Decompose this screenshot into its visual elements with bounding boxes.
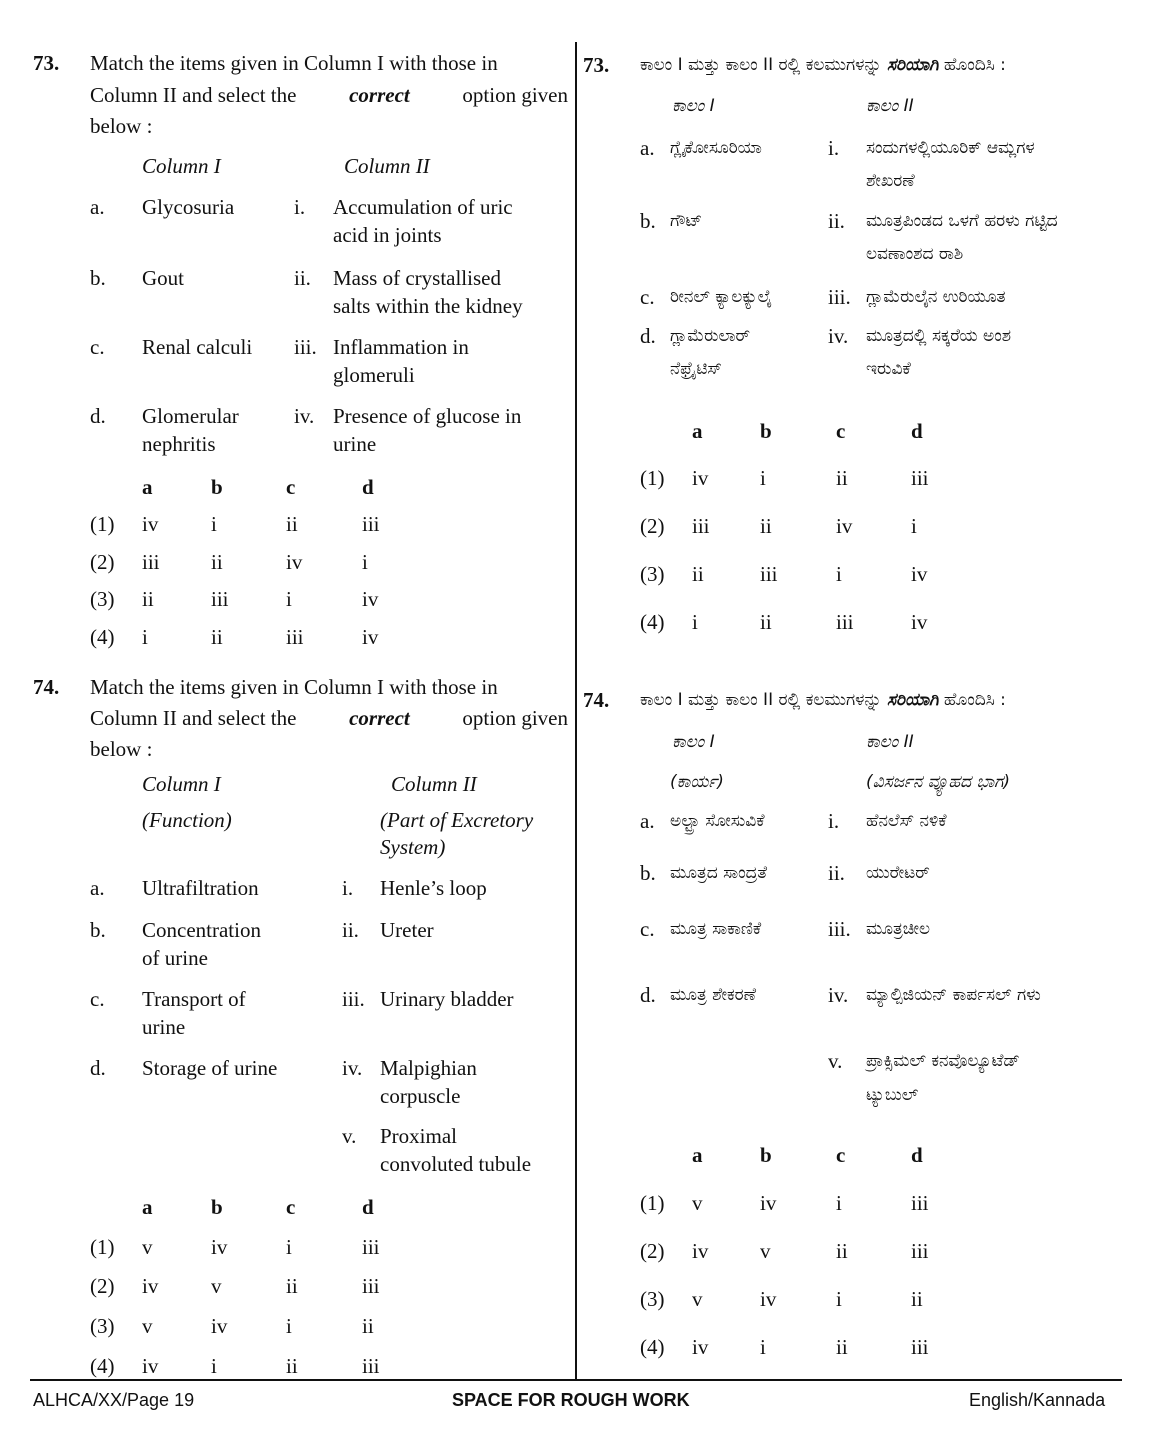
option-column-heading: b [760,1143,772,1167]
column-2-heading: Column II [344,154,430,178]
column-1-item: Glycosuria [142,195,235,219]
stem-text: Column II and select the [90,83,297,107]
option-value: iii [286,625,304,649]
row-roman: ii. [828,861,845,885]
option-value: v [142,1314,153,1338]
option-value: iv [142,1354,159,1378]
column-1-item: ಗೌಟ್ [670,211,703,231]
stem-emphasis: correct [349,706,410,730]
option-number: (3) [90,1314,115,1338]
row-key: a. [90,876,105,900]
question-stem-line: below : [90,737,153,761]
option-number: (2) [90,550,115,574]
row-key: d. [90,404,106,428]
option-value: iii [362,1235,380,1259]
column-2-item: ಪ್ರಾಕ್ಸಿಮಲ್ ಕನವೊಲ್ಯೂಟೆಡ್ [866,1051,1020,1071]
option-value: iv [142,512,159,536]
option-value: iii [911,466,929,490]
option-value: i [911,514,917,538]
question-stem-line: Match the items given in Column I with those in [90,51,498,75]
column-2-item: Henle’s loop [380,876,487,900]
column-1-subheading: (Function) [142,808,232,832]
option-column-heading: a [692,419,703,443]
option-column-heading: a [142,475,153,499]
option-number: (4) [90,625,115,649]
option-number: (1) [90,512,115,536]
option-value: iii [911,1239,929,1263]
column-1-item: Concentration [142,918,261,942]
row-roman: iii. [342,987,365,1011]
option-value: iii [911,1335,929,1359]
column-2-item: Presence of glucose in [333,404,522,428]
option-value: i [836,1191,842,1215]
option-value: v [760,1239,771,1263]
option-value: ii [211,550,223,574]
row-key: c. [640,917,655,941]
option-value: iii [692,514,710,538]
option-value: i [286,587,292,611]
option-value: i [692,610,698,634]
option-value: ii [836,466,848,490]
column-2-item: ಮ್ಯಾಲ್ಪಿಜಿಯನ್ ಕಾರ್ಪಸಲ್ ಗಳು [866,985,1041,1005]
option-value: iv [760,1191,777,1215]
column-1-item: Ultrafiltration [142,876,259,900]
option-value: ii [211,625,223,649]
option-value: iii [911,1191,929,1215]
option-value: v [142,1235,153,1259]
column-2-item-cont: convoluted tubule [380,1152,532,1176]
column-1-item: Renal calculi [142,335,253,359]
column-1-heading: Column I [142,154,221,178]
column-2-item: ಮೂತ್ರದಲ್ಲಿ ಸಕ್ಕರೆಯ ಅಂಶ [866,326,1012,346]
column-2-item: Accumulation of uric [333,195,513,219]
option-value: i [760,466,766,490]
option-value: iv [692,1239,709,1263]
question-stem-line [90,705,568,732]
row-roman: iii. [828,917,851,941]
column-1-item: ಅಲ್ಟ್ರಾ ಸೋಸುವಿಕೆ [670,811,765,831]
column-2-item-cont: acid in joints [333,223,442,247]
column-2-item: ಮೂತ್ರಪಿಂಡದ ಒಳಗೆ ಹರಳು ಗಟ್ಟಿದ [866,211,1058,231]
row-roman: iii. [828,285,851,309]
option-value: i [836,562,842,586]
row-key: d. [640,324,656,348]
column-divider [575,42,577,1380]
option-value: v [211,1274,222,1298]
question-number: 73. [583,53,610,77]
column-2-item-cont: ಶೇಖರಣೆ [866,171,915,191]
page-id: ALHCA/XX/Page 19 [33,1390,195,1410]
row-key: b. [640,209,656,233]
question-stem-line: below : [90,114,153,138]
option-value: iv [211,1314,228,1338]
column-1-item: Glomerular [142,404,239,428]
question-number: 74. [33,675,60,699]
column-1-item: ರೀನಲ್ ಕ್ಯಾಲಕ್ಯುಲೈ [670,287,773,307]
column-1-item: Transport of [142,987,246,1011]
rough-work-label: SPACE FOR ROUGH WORK [452,1390,690,1410]
option-value: iv [836,514,853,538]
column-2-item: ಗ್ಲಾಮೆರುಲೈನ ಉರಿಯೂತ [866,287,1006,307]
column-1-item: ಮೂತ್ರ ಶೇಕರಣೆ [670,985,757,1005]
option-value: ii [760,514,772,538]
column-2-item: ಸಂದುಗಳಲ್ಲಿಯೂರಿಕ್ ಆಮ್ಲಗಳ [866,138,1035,158]
option-column-heading: d [362,475,374,499]
column-2-heading: Column II [391,772,477,796]
option-value: iv [692,1335,709,1359]
column-1-item-cont: ನೆಫ್ರೈಟಿಸ್ [670,359,722,379]
option-column-heading: b [211,475,223,499]
row-roman: ii. [828,209,845,233]
column-2-heading: ಕಾಲಂ II [866,732,914,752]
stem-text: option given [462,83,568,107]
row-key: c. [90,987,105,1011]
option-value: ii [760,610,772,634]
option-number: (2) [640,514,665,538]
option-value: iii [362,1354,380,1378]
column-2-item-cont: corpuscle [380,1084,461,1108]
option-column-heading: c [286,475,296,499]
row-key: d. [640,983,656,1007]
column-1-item-cont: urine [142,1015,186,1039]
row-roman: iii. [294,335,317,359]
question-number: 73. [33,51,60,75]
stem-text: ಹೊಂದಿಸಿ : [938,55,1006,75]
option-number: (2) [640,1239,665,1263]
option-value: iii [362,512,380,536]
row-roman: iv. [294,404,315,428]
option-value: v [692,1287,703,1311]
option-number: (2) [90,1274,115,1298]
question-stem-line [640,687,1006,714]
column-1-item: Gout [142,266,184,290]
column-1-item-cont: of urine [142,946,208,970]
option-number: (3) [640,562,665,586]
stem-text: ಕಾಲಂ I ಮತ್ತು ಕಾಲಂ II ರಲ್ಲಿ ಕಲಮುಗಳನ್ನು [640,55,887,75]
option-number: (1) [640,1191,665,1215]
option-column-heading: a [692,1143,703,1167]
column-1-heading: ಕಾಲಂ I [672,732,715,752]
option-value: i [286,1235,292,1259]
row-roman: iv. [828,324,849,348]
row-roman: iv. [828,983,849,1007]
option-value: iv [286,550,303,574]
option-value: iii [362,1274,380,1298]
option-value: iv [760,1287,777,1311]
option-column-heading: d [911,419,923,443]
row-roman: i. [294,195,306,219]
option-value: ii [911,1287,923,1311]
column-2-item: Urinary bladder [380,987,514,1011]
option-number: (4) [90,1354,115,1378]
option-number: (1) [640,466,665,490]
column-1-item-cont: nephritis [142,432,216,456]
question-number: 74. [583,688,610,712]
question-stem-line [90,82,568,109]
stem-text: ಕಾಲಂ I ಮತ್ತು ಕಾಲಂ II ರಲ್ಲಿ ಕಲಮುಗಳನ್ನು [640,690,887,710]
row-roman: i. [828,136,840,160]
column-2-item: ಯುರೇಟರ್ [866,863,930,883]
column-1-item: Storage of urine [142,1056,278,1080]
column-2-item: Inflammation in [333,335,469,359]
option-column-heading: c [286,1195,296,1219]
option-column-heading: c [836,419,846,443]
option-value: iv [911,562,928,586]
row-key: b. [90,918,106,942]
row-roman: iv. [342,1056,363,1080]
option-value: iii [760,562,778,586]
option-value: i [211,512,217,536]
option-value: iv [362,625,379,649]
option-column-heading: d [362,1195,374,1219]
stem-emphasis: ಸರಿಯಾಗಿ [886,55,939,75]
stem-text: Column II and select the [90,706,297,730]
option-value: iii [142,550,160,574]
option-value: i [142,625,148,649]
option-column-heading: a [142,1195,153,1219]
option-number: (4) [640,1335,665,1359]
row-key: c. [90,335,105,359]
option-column-heading: b [211,1195,223,1219]
column-2-item-cont: ಲವಣಾಂಶದ ರಾಶಿ [866,244,964,264]
column-1-item: ಮೂತ್ರ ಸಾಕಾಣಿಕೆ [670,919,762,939]
option-value: iv [362,587,379,611]
column-2-item-cont: glomeruli [333,363,415,387]
column-2-item: ಮೂತ್ರಚೀಲ [866,919,931,939]
option-value: i [211,1354,217,1378]
option-number: (3) [90,587,115,611]
option-value: ii [362,1314,374,1338]
option-column-heading: d [911,1143,923,1167]
option-value: ii [142,587,154,611]
row-key: a. [640,136,655,160]
option-column-heading: b [760,419,772,443]
option-value: iii [211,587,229,611]
option-value: iv [211,1235,228,1259]
column-1-item: ಮೂತ್ರದ ಸಾಂದ್ರತೆ [670,863,768,883]
row-key: c. [640,285,655,309]
option-number: (1) [90,1235,115,1259]
column-2-item-cont: salts within the kidney [333,294,523,318]
row-key: b. [90,266,106,290]
column-2-subheading: System) [380,835,446,859]
option-value: iii [836,610,854,634]
row-roman: i. [828,809,840,833]
option-column-heading: c [836,1143,846,1167]
option-value: i [362,550,368,574]
option-value: i [286,1314,292,1338]
column-2-item-cont: ಇರುವಿಕೆ [866,359,911,379]
row-key: a. [90,195,105,219]
option-number: (3) [640,1287,665,1311]
stem-emphasis: ಸರಿಯಾಗಿ [886,690,939,710]
option-value: ii [286,1354,298,1378]
column-1-item: ಗ್ಲೈಕೋಸೂರಿಯಾ [670,138,762,158]
stem-emphasis: correct [349,83,410,107]
option-value: ii [836,1239,848,1263]
option-value: iv [911,610,928,634]
footer-rule [30,1379,1122,1381]
row-key: a. [640,809,655,833]
question-stem-line [640,52,1006,79]
column-2-item: Proximal [380,1124,457,1148]
column-2-heading: ಕಾಲಂ II [866,96,914,116]
option-value: iv [692,466,709,490]
option-value: ii [286,512,298,536]
stem-text: option given [462,706,568,730]
option-value: ii [286,1274,298,1298]
column-1-heading: Column I [142,772,221,796]
row-roman: v. [342,1124,357,1148]
row-roman: ii. [294,266,311,290]
option-value: ii [836,1335,848,1359]
option-value: v [692,1191,703,1215]
column-2-item: ಹೆನಲೆಸ್ ನಳಿಕೆ [866,811,947,831]
column-2-item: Mass of crystallised [333,266,501,290]
option-value: i [760,1335,766,1359]
column-2-item-cont: urine [333,432,377,456]
language-label: English/Kannada [969,1390,1106,1410]
column-2-item: Ureter [380,918,434,942]
row-roman: v. [828,1049,843,1073]
option-value: i [836,1287,842,1311]
row-key: d. [90,1056,106,1080]
column-1-heading: ಕಾಲಂ I [672,96,715,116]
row-key: b. [640,861,656,885]
column-1-item: ಗ್ಲಾಮೆರುಲಾರ್ [670,326,750,346]
stem-text: ಹೊಂದಿಸಿ : [938,690,1006,710]
column-2-item-cont: ಟ್ಯುಬುಲ್ [866,1085,919,1105]
option-number: (4) [640,610,665,634]
column-2-subheading: (Part of Excretory [380,808,534,832]
row-roman: ii. [342,918,359,942]
option-value: iv [142,1274,159,1298]
column-1-subheading: (ಕಾರ್ಯ) [670,772,724,792]
column-2-item: Malpighian [380,1056,477,1080]
option-value: ii [692,562,704,586]
column-2-subheading: (ವಿಸರ್ಜನ ವ್ಯೂಹದ ಭಾಗ) [866,772,1010,792]
row-roman: i. [342,876,354,900]
question-stem-line: Match the items given in Column I with those in [90,675,498,699]
